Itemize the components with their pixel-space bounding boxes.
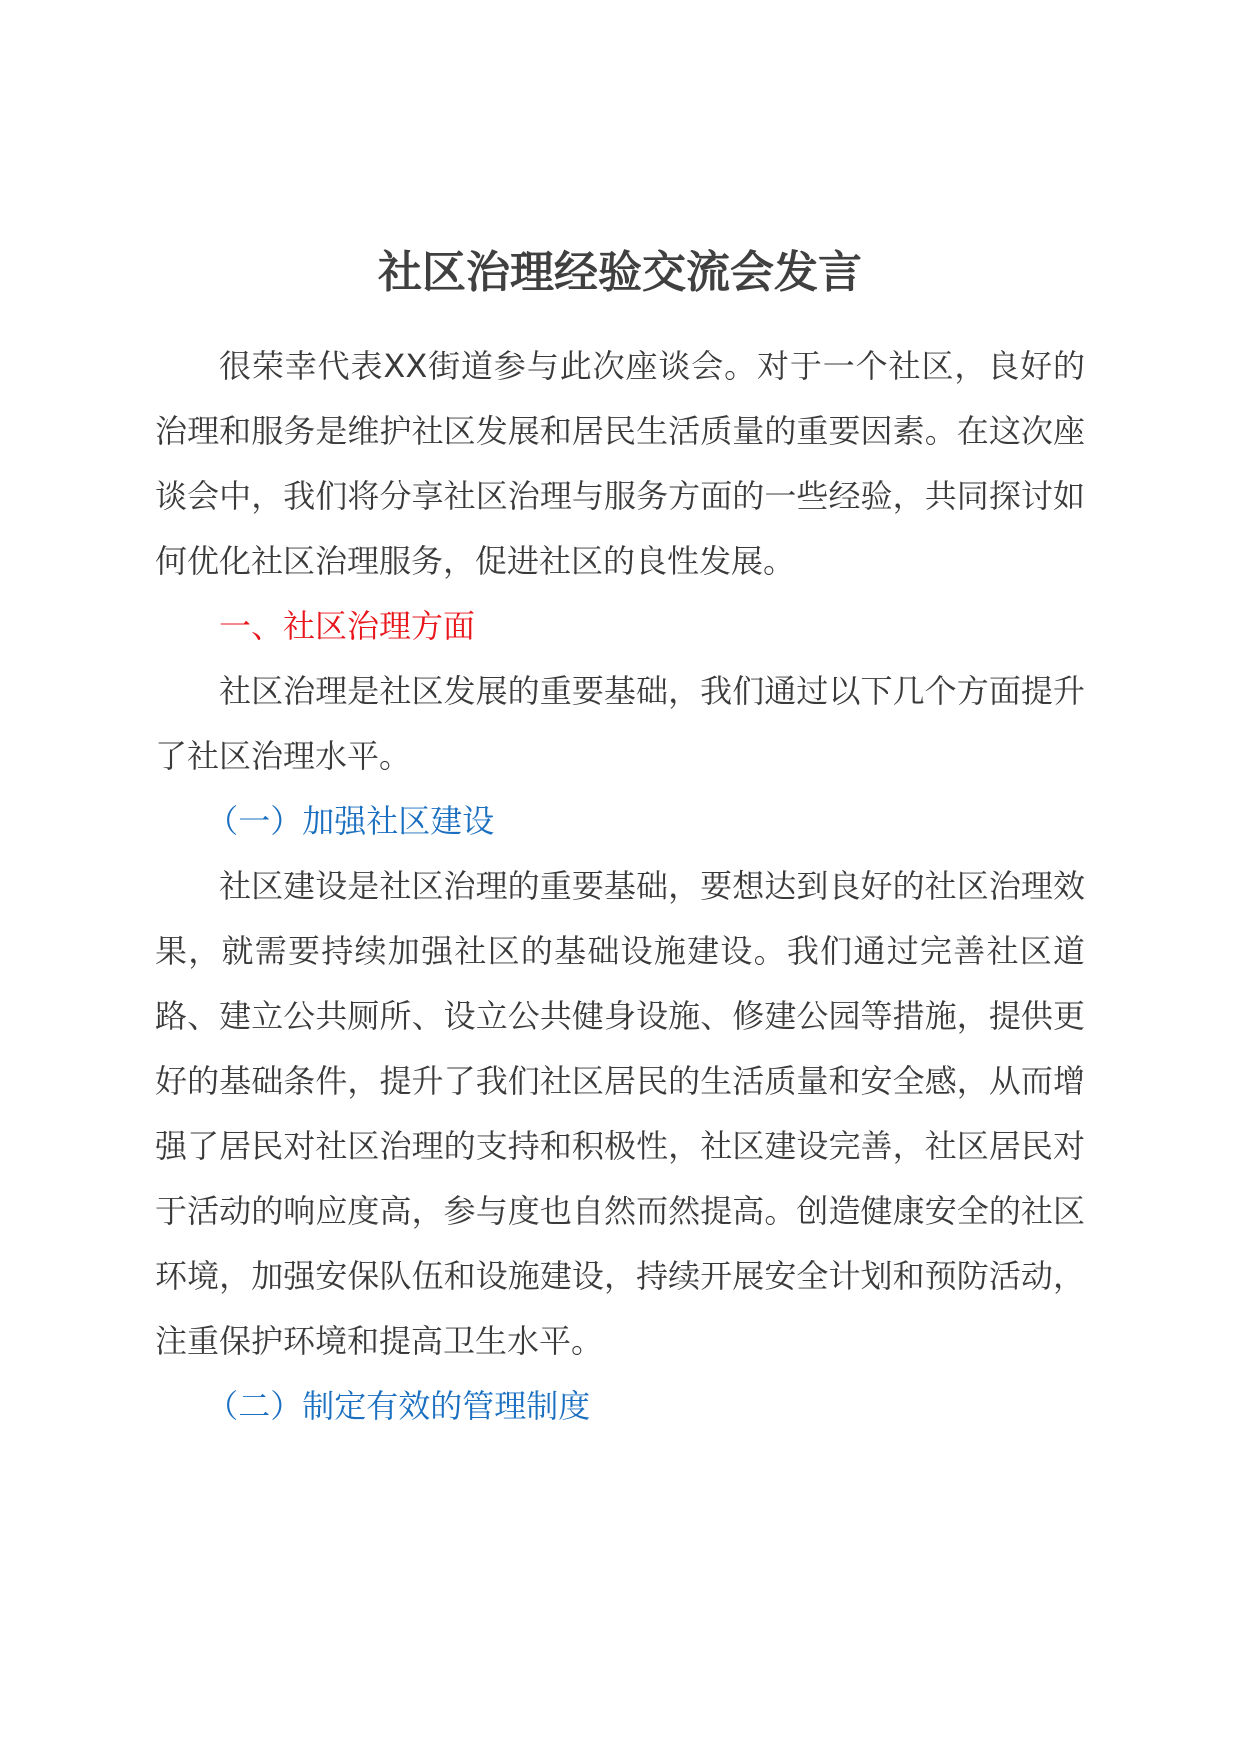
section-heading-community-governance: 一、社区治理方面 [219, 607, 476, 645]
document-body [155, 334, 1085, 1439]
community-building-paragraph: 社区建设是社区治理的重要基础，要想达到良好的社区治理效果，就需要持续加强社区的基础设施建设。我们通过完善社区道路、建立公共厕所、设立公共健身设施、修建公园等措施，提供更好的基础条件，提升了我们社区居民的生活质量和安全感，从而增强了居民对社区治理的支持和积极性，社区建设完善，社区居民对于活动的响应度高，参与度也自然而然提高。创造健康安全的社区环境，加强安保队伍和设施建设，持续开展安全计划和预防活动，注重保护环境和提高卫生水平。 [155, 867, 1085, 1360]
subsection-heading-community-building: （一）加强社区建设 [206, 802, 495, 840]
subsection-heading-management-system: （二）制定有效的管理制度 [206, 1387, 591, 1425]
intro-paragraph: 很荣幸代表XX街道参与此次座谈会。对于一个社区，良好的治理和服务是维护社区发展和居民生活质量的重要因素。在这次座谈会中，我们将分享社区治理与服务方面的一些经验，共同探讨如何优化社区治理服务，促进社区的良性发展。 [155, 347, 1085, 580]
governance-paragraph: 社区治理是社区发展的重要基础，我们通过以下几个方面提升了社区治理水平。 [155, 672, 1085, 775]
document-title: 社区治理经验交流会发言 [378, 247, 862, 298]
